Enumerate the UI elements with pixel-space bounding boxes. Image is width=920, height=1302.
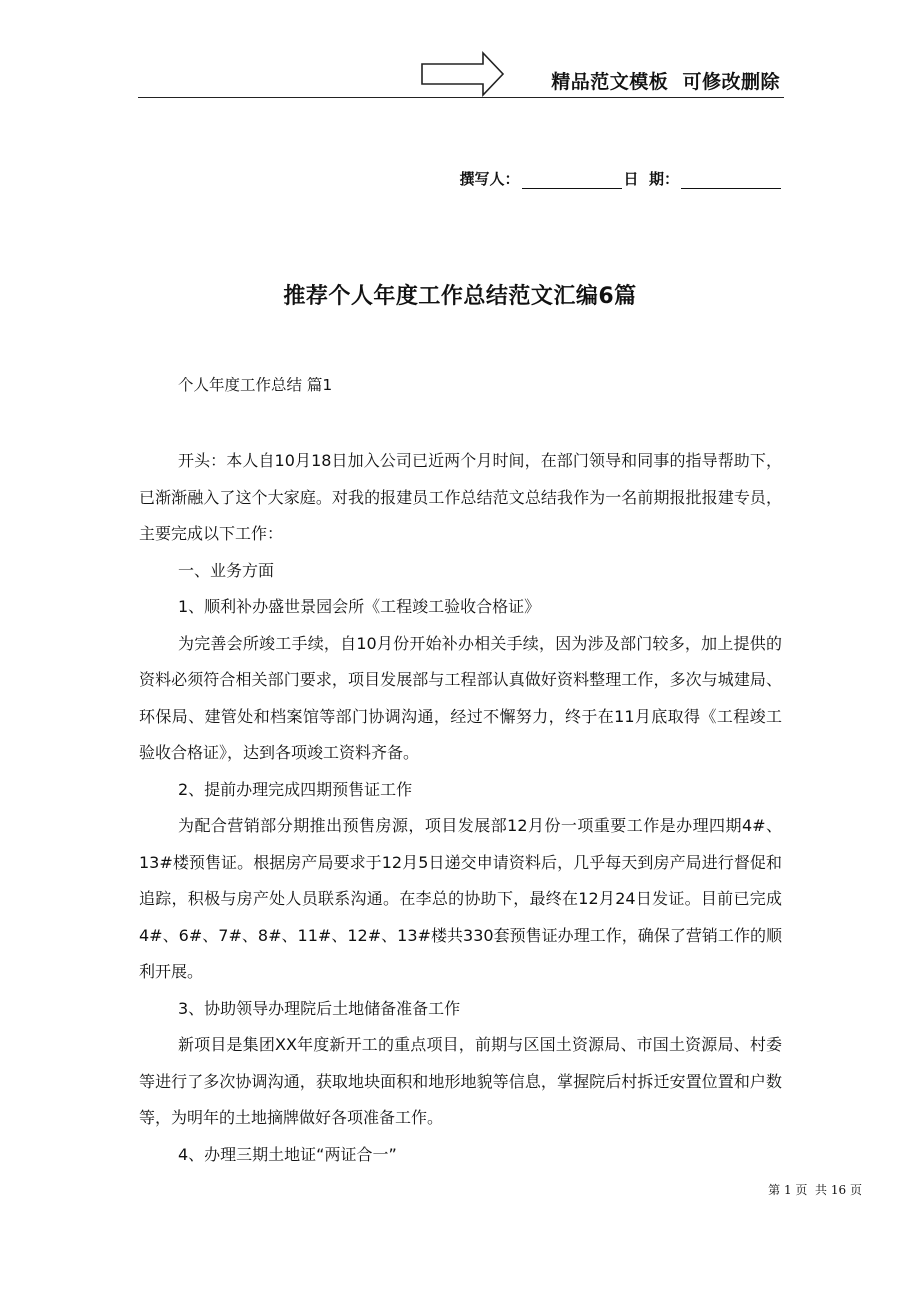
date-blank xyxy=(681,170,781,189)
paragraph: 为配合营销部分期推出预售房源，项目发展部12月份一项重要工作是办理四期4#、13#楼预售证。根据房产局要求于12月5日递交申请资料后，几乎每天到房产局进行督促和追踪，积极与房产处人员联系沟通。在李总的协助下，最终在12月24日发证。目前已完成4#、6#、7#、8#、11#、12#、13#楼共330套预售证办理工作，确保了营销工作的顺利开展。 xyxy=(139,816,782,981)
page-suffix: 页 xyxy=(849,1183,862,1197)
author-date-line xyxy=(460,168,783,189)
paragraph: 为完善会所竣工手续，自10月份开始补办相关手续，因为涉及部门较多，加上提供的资料必须符合相关部门要求，项目发展部与工程部认真做好资料整理工作，多次与城建局、环保局、建管处和档案馆等部门协调沟通，经过不懈努力，终于在11月底取得《工程竣工验收合格证》，达到各项竣工资料齐备。 xyxy=(139,633,782,762)
page-prefix: 第 xyxy=(768,1183,781,1197)
body-text xyxy=(139,443,782,1173)
document-title: 推荐个人年度工作总结范文汇编6篇 xyxy=(283,284,637,309)
paragraph: 开头：本人自10月18日加入公司已近两个月时间，在部门领导和同事的指导帮助下，已渐渐融入了这个大家庭。对我的报建员工作总结范文总结我作为一名前期报批报建专员，主要完成以下工作： xyxy=(139,451,782,543)
header-tagline: 精品范文模板 可修改删除 xyxy=(551,71,780,93)
author-blank xyxy=(522,170,622,189)
paragraph: 2、提前办理完成四期预售证工作 xyxy=(178,779,413,799)
page-header xyxy=(138,50,784,98)
paragraph: 1、顺利补办盛世景园会所《工程竣工验收合格证》 xyxy=(178,597,541,616)
page-number: 1 xyxy=(783,1183,792,1197)
header-divider xyxy=(138,97,784,99)
section-label: 个人年度工作总结 篇1 xyxy=(178,376,333,394)
paragraph: 4、办理三期土地证“两证合一” xyxy=(178,1144,397,1164)
date-label: 日 期： xyxy=(623,170,679,188)
paragraph: 3、协助领导办理院后土地储备准备工作 xyxy=(178,998,461,1018)
page-mid: 页 共 xyxy=(795,1183,828,1197)
author-label: 撰写人： xyxy=(459,170,520,188)
paragraph: 一、业务方面 xyxy=(178,560,275,580)
right-arrow-outline-icon xyxy=(421,51,505,97)
page-footer xyxy=(768,1181,862,1198)
page-total: 16 xyxy=(830,1183,847,1197)
paragraph: 新项目是集团XX年度新开工的重点项目，前期与区国土资源局、市国土资源局、村委等进行了多次协调沟通，获取地块面积和地形地貌等信息，掌握院后村拆迁安置位置和户数等，为明年的土地摘牌做好各项准备工作。 xyxy=(139,1035,782,1127)
